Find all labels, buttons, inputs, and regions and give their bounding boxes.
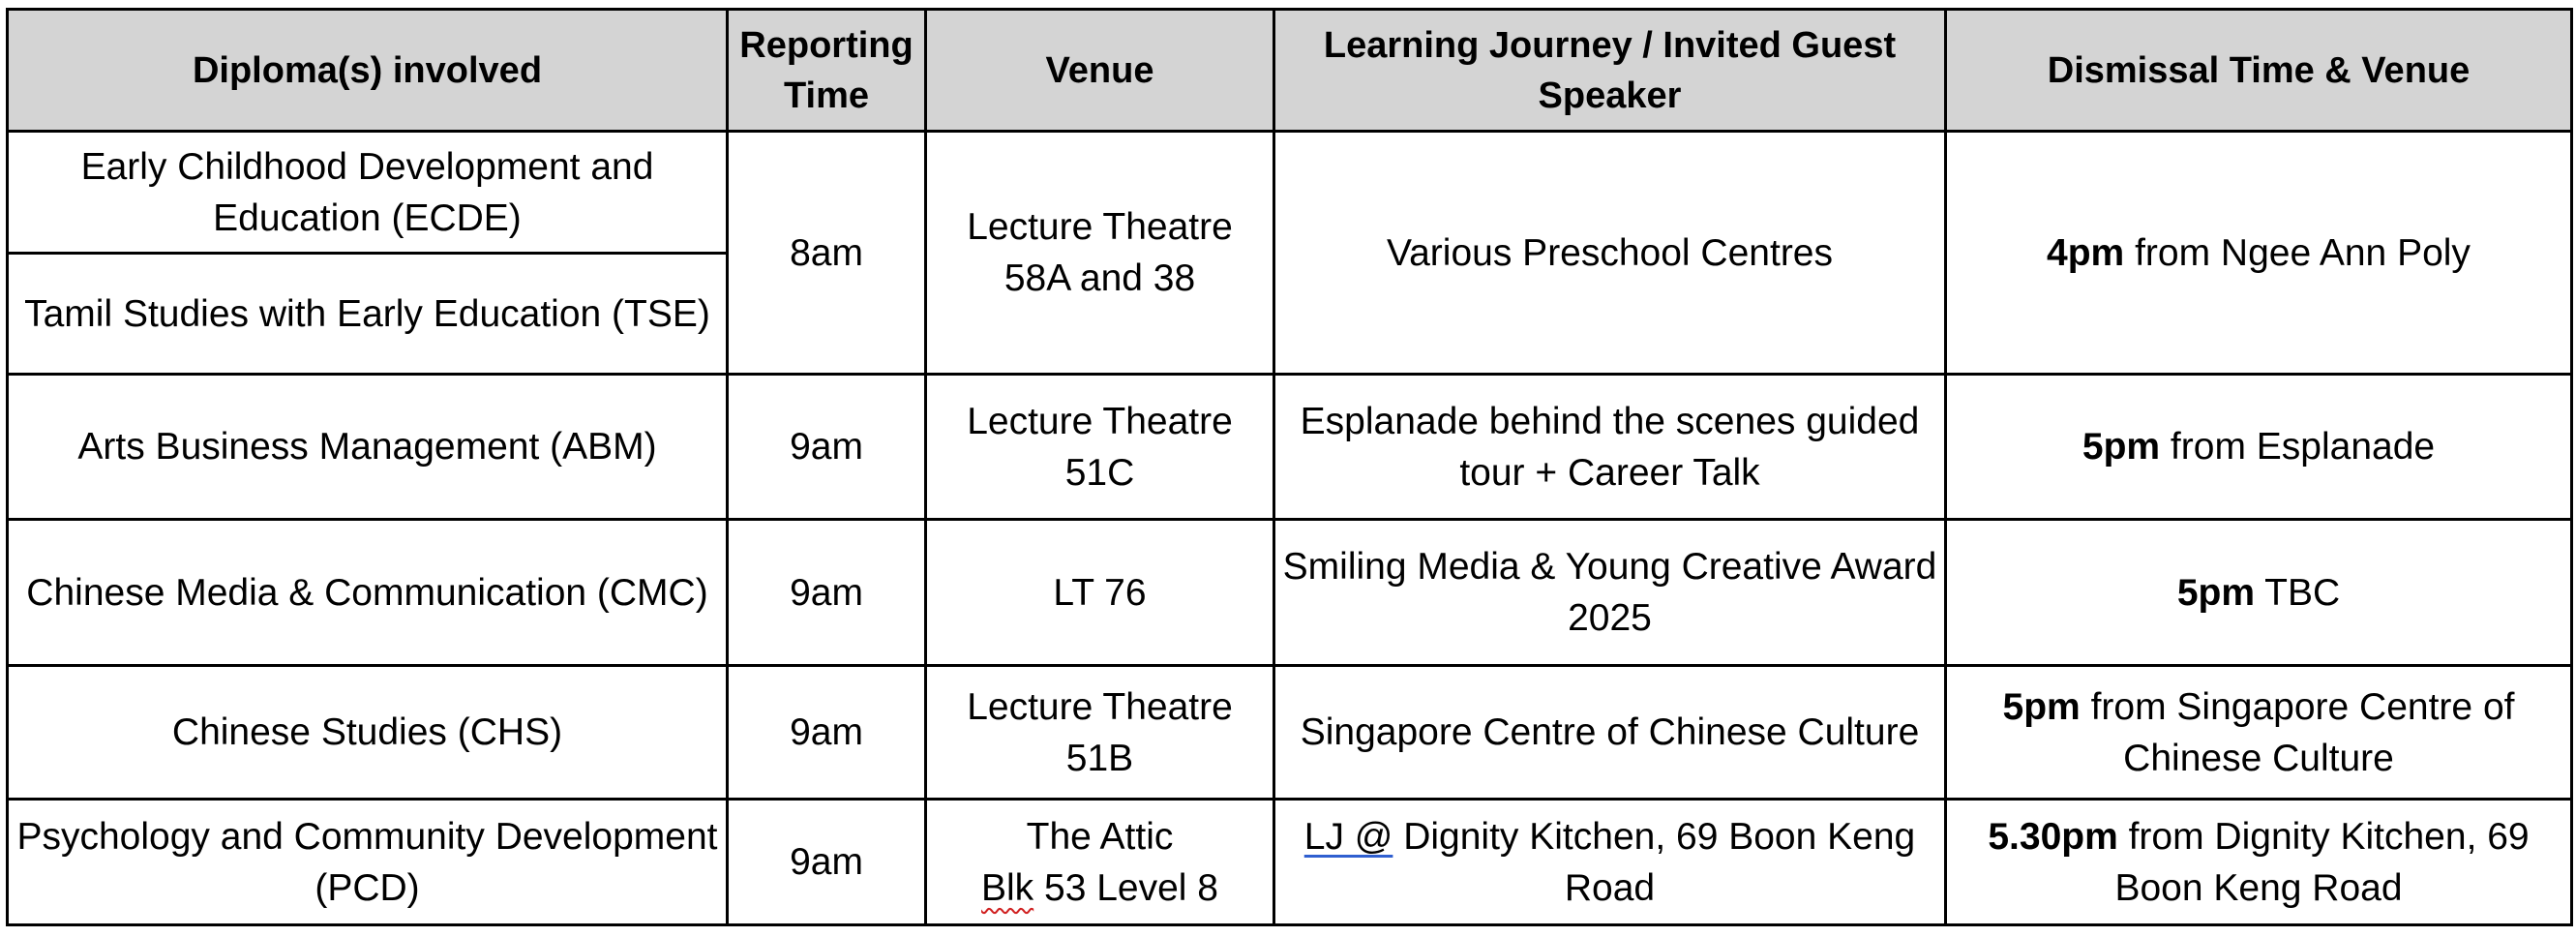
learning-journey-cell: Esplanade behind the scenes guided tour + Career Talk bbox=[1274, 375, 1946, 520]
learning-journey-text: Dignity Kitchen, 69 Boon Keng Road bbox=[1393, 815, 1916, 909]
reporting-time-cell: 9am bbox=[728, 520, 926, 666]
dismissal-cell bbox=[1946, 132, 2572, 375]
dismissal-cell bbox=[1946, 666, 2572, 800]
diploma-cell: Tamil Studies with Early Education (TSE) bbox=[8, 254, 728, 375]
header-learning-journey: Learning Journey / Invited Guest Speaker bbox=[1274, 10, 1946, 132]
venue-cell: Lecture Theatre 51C bbox=[926, 375, 1274, 520]
table-row bbox=[8, 132, 2572, 254]
diploma-cell: Chinese Studies (CHS) bbox=[8, 666, 728, 800]
diploma-cell: Arts Business Management (ABM) bbox=[8, 375, 728, 520]
dismissal-cell bbox=[1946, 375, 2572, 520]
dismissal-venue: from Dignity Kitchen, 69 Boon Keng Road bbox=[2114, 815, 2530, 909]
dismissal-time: 5.30pm bbox=[1988, 815, 2118, 858]
dismissal-cell bbox=[1946, 520, 2572, 666]
venue-name: The Attic bbox=[1026, 815, 1174, 858]
dismissal-venue: TBC bbox=[2255, 571, 2341, 614]
learning-journey-cell: Various Preschool Centres bbox=[1274, 132, 1946, 375]
venue-cell: Lecture Theatre 51B bbox=[926, 666, 1274, 800]
diploma-cell: Chinese Media & Communication (CMC) bbox=[8, 520, 728, 666]
reporting-time-cell: 9am bbox=[728, 666, 926, 800]
table-row bbox=[8, 375, 2572, 520]
venue-block-abbrev: Blk bbox=[981, 866, 1034, 909]
table-row bbox=[8, 520, 2572, 666]
dismissal-time: 4pm bbox=[2047, 231, 2125, 274]
table-row bbox=[8, 800, 2572, 925]
learning-journey-cell: Smiling Media & Young Creative Award 2025 bbox=[1274, 520, 1946, 666]
schedule-table bbox=[6, 8, 2573, 926]
venue-cell bbox=[926, 800, 1274, 925]
header-reporting-time: Reporting Time bbox=[728, 10, 926, 132]
learning-journey-link[interactable]: LJ @ bbox=[1303, 815, 1393, 858]
reporting-time-cell: 8am bbox=[728, 132, 926, 375]
venue-cell: LT 76 bbox=[926, 520, 1274, 666]
dismissal-venue: from Ngee Ann Poly bbox=[2124, 231, 2471, 274]
header-venue: Venue bbox=[926, 10, 1274, 132]
table-header-row bbox=[8, 10, 2572, 132]
dismissal-time: 5pm bbox=[2002, 685, 2081, 728]
table-row bbox=[8, 666, 2572, 800]
venue-cell: Lecture Theatre 58A and 38 bbox=[926, 132, 1274, 375]
schedule-table-container bbox=[6, 8, 2573, 926]
learning-journey-cell: Singapore Centre of Chinese Culture bbox=[1274, 666, 1946, 800]
header-diploma: Diploma(s) involved bbox=[8, 10, 728, 132]
dismissal-cell bbox=[1946, 800, 2572, 925]
header-dismissal: Dismissal Time & Venue bbox=[1946, 10, 2572, 132]
diploma-cell: Psychology and Community Development (PCD) bbox=[8, 800, 728, 925]
diploma-cell: Early Childhood Development and Education (ECDE) bbox=[8, 132, 728, 254]
dismissal-venue: from Singapore Centre of Chinese Culture bbox=[2080, 685, 2515, 779]
venue-level: 53 Level 8 bbox=[1033, 866, 1218, 909]
dismissal-time: 5pm bbox=[2082, 426, 2161, 468]
dismissal-venue: from Esplanade bbox=[2160, 426, 2436, 468]
learning-journey-cell bbox=[1274, 800, 1946, 925]
reporting-time-cell: 9am bbox=[728, 375, 926, 520]
reporting-time-cell: 9am bbox=[728, 800, 926, 925]
dismissal-time: 5pm bbox=[2176, 571, 2256, 614]
